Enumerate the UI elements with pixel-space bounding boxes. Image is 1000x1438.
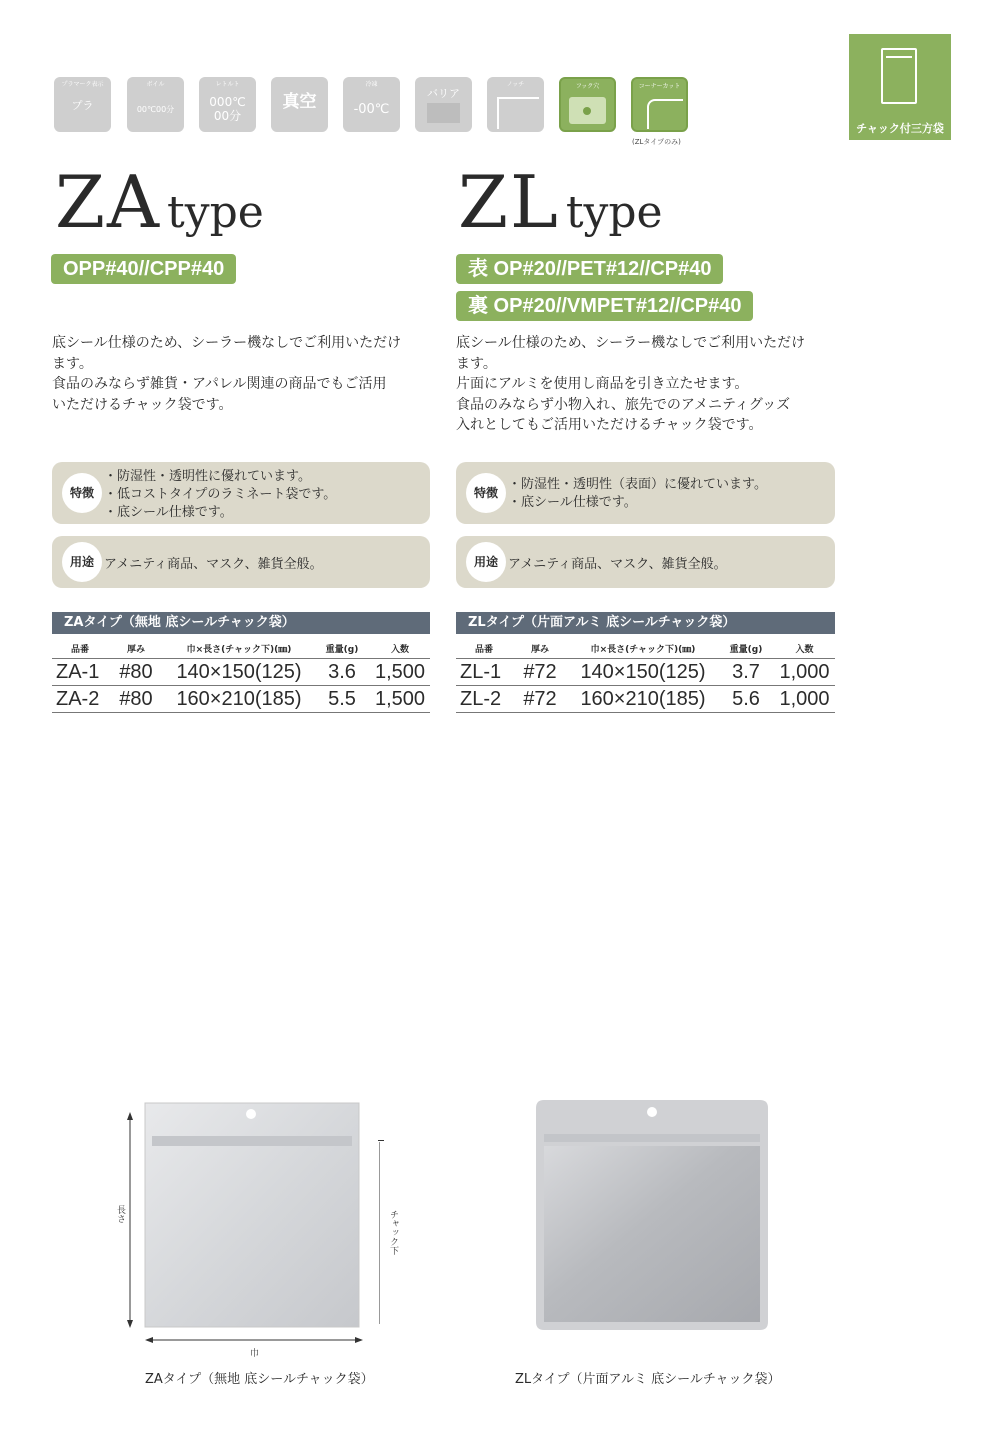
header-cell: 品番 [70, 644, 89, 655]
cell: 1,000 [774, 659, 835, 686]
table-row [456, 686, 835, 713]
table-row [456, 659, 835, 686]
cell: 1,500 [370, 686, 430, 713]
cell: 160×210(185) [164, 686, 314, 713]
barrier-fill [427, 103, 460, 123]
notch-shape [497, 97, 539, 129]
cell: 5.5 [314, 686, 370, 713]
zl-use-box [456, 536, 835, 588]
use-badge: 用途 [466, 542, 506, 582]
header-cell: 巾×長さ(チャック下)(㎜) [186, 644, 292, 655]
icon-label: ボイル [146, 81, 165, 88]
za-description [52, 333, 401, 415]
icon-label: 冷凍 [365, 81, 378, 88]
desc-line: 食品のみならず雑貨・アパレル関連の商品でもご活用 [52, 376, 387, 392]
za-material: OPP#40//CPP#40 [51, 254, 236, 284]
za-use-text: アメニティ商品、マスク、雑貨全般。 [104, 557, 323, 572]
width-label: 巾 [250, 1349, 260, 1359]
category-tag [849, 34, 951, 140]
za-spec-table [52, 638, 430, 713]
table-row [52, 659, 430, 686]
zl-caption: ZLタイプ（片面アルミ 底シールチャック袋） [515, 1372, 781, 1387]
cell: #80 [108, 686, 164, 713]
cell: 3.7 [718, 659, 774, 686]
cell: 140×150(125) [568, 659, 718, 686]
feature-item: ・防湿性・透明性に優れています。 [104, 469, 311, 484]
zl-features-box [456, 462, 835, 524]
header-cell: 重量(g) [325, 644, 359, 655]
zl-description [456, 333, 805, 436]
za-code: ZA [55, 160, 162, 244]
desc-line: いただけるチャック袋です。 [52, 396, 233, 413]
icon-label: レトルト [215, 81, 240, 88]
cell: ZL-2 [456, 686, 512, 713]
corner-cut-note: (ZLタイプのみ) [632, 138, 681, 146]
corner-shape [647, 99, 683, 129]
table-row [52, 686, 430, 713]
desc-line: 食品のみならず小物入れ、旅先でのアメニティグッズ [456, 396, 791, 413]
zl-table-title: ZLタイプ（片面アルミ 底シールチャック袋） [456, 612, 835, 634]
icon-label: フック穴 [575, 83, 600, 90]
zl-material-back: 裏 OP#20//VMPET#12//CP#40 [456, 291, 753, 321]
desc-line: 底シール仕様のため、シーラー機なしでご利用いただけ [456, 335, 806, 351]
cell: 5.6 [718, 686, 774, 713]
za-title [55, 160, 264, 244]
icon-label: ノッチ [506, 81, 525, 88]
za-feature-list [104, 468, 336, 522]
desc-line: 片面にアルミを使用し商品を引き立たせます。 [456, 376, 749, 392]
vacuum-icon [271, 77, 328, 132]
cell: ZA-2 [52, 686, 108, 713]
zl-code: ZL [458, 160, 560, 244]
icon-main: プラ [71, 99, 94, 112]
feature-item: ・底シール仕様です。 [508, 495, 637, 510]
desc-line: ます。 [456, 355, 497, 372]
cell: 3.6 [314, 659, 370, 686]
header-cell: 厚み [530, 644, 549, 655]
cell: #72 [512, 686, 568, 713]
cell: 140×150(125) [164, 659, 314, 686]
cell: 1,000 [774, 686, 835, 713]
za-table-title: ZAタイプ（無地 底シールチャック袋） [52, 612, 430, 634]
icon-label: プラマーク表示 [61, 81, 104, 88]
cell: 160×210(185) [568, 686, 718, 713]
chuck-below-label: チャック下 [388, 1210, 398, 1255]
cell: ZA-1 [52, 659, 108, 686]
use-badge: 用途 [62, 542, 102, 582]
desc-line: 底シール仕様のため、シーラー機なしでご利用いただけ [52, 335, 402, 351]
zl-title [458, 160, 663, 244]
boil-pot-icon [127, 77, 184, 132]
category-label: チャック付三方袋 [856, 122, 944, 135]
zl-material-front: 表 OP#20//PET#12//CP#40 [456, 254, 723, 284]
cell: 1,500 [370, 659, 430, 686]
feature-badge: 特徴 [62, 473, 102, 513]
zl-use-text: アメニティ商品、マスク、雑貨全般。 [508, 557, 727, 572]
header-cell: 厚み [126, 644, 145, 655]
za-type: type [167, 187, 264, 238]
zl-spec-table [456, 638, 835, 713]
feature-item: ・低コストタイプのラミネート袋です。 [104, 487, 337, 502]
icon-label: コーナーカット [638, 83, 681, 90]
barrier-icon [415, 77, 472, 132]
header-cell: 重量(g) [729, 644, 763, 655]
header-cell: 品番 [474, 644, 493, 655]
desc-line: ます。 [52, 355, 93, 372]
hook-hole-icon [559, 77, 616, 132]
zl-bag-illustration [536, 1100, 768, 1330]
feature-badge: 特徴 [466, 473, 506, 513]
icon-main: バリア [427, 87, 460, 100]
za-features-box [52, 462, 430, 524]
icon-main: 00℃00分 [136, 105, 175, 114]
retort-icon [199, 77, 256, 132]
recycle-mark-icon [54, 77, 111, 132]
table-header-row [456, 638, 835, 659]
desc-line: 入れとしてもご活用いただけるチャック袋です。 [456, 417, 763, 433]
table-header-row [52, 638, 430, 659]
icon-main: 真空 [282, 92, 317, 112]
header-cell: 入数 [795, 644, 814, 655]
feature-item: ・底シール仕様です。 [104, 505, 233, 520]
icon-main: -00℃ [353, 102, 390, 117]
notch-icon [487, 77, 544, 132]
header-cell: 巾×長さ(チャック下)(㎜) [590, 644, 696, 655]
cell: #80 [108, 659, 164, 686]
icon-main: 000℃ 00分 [209, 95, 246, 123]
length-label: 長さ [115, 1205, 125, 1223]
hook-hole [583, 107, 591, 115]
za-caption: ZAタイプ（無地 底シールチャック袋） [145, 1372, 374, 1387]
zl-feature-list [508, 476, 767, 512]
freeze-icon [343, 77, 400, 132]
cell: #72 [512, 659, 568, 686]
header-cell: 入数 [390, 644, 409, 655]
za-bag-illustration [110, 1098, 380, 1360]
zipper-bag-icon [881, 48, 917, 104]
zl-type: type [565, 187, 663, 238]
cell: ZL-1 [456, 659, 512, 686]
feature-item: ・防湿性・透明性（表面）に優れています。 [508, 477, 767, 492]
za-use-box [52, 536, 430, 588]
corner-cut-icon [631, 77, 688, 132]
